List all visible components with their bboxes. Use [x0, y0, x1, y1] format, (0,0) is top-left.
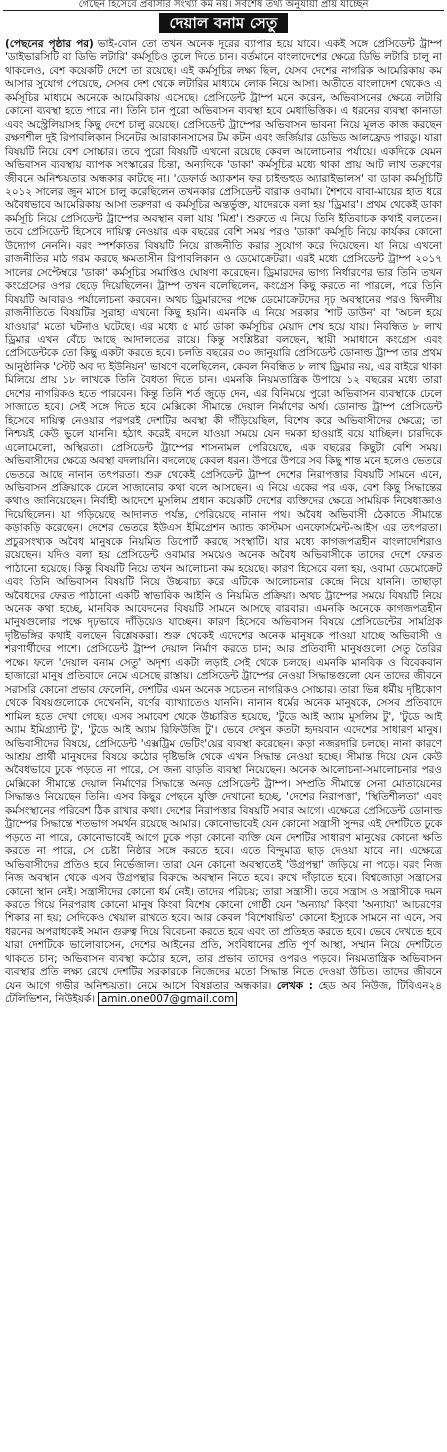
article-headline: দেয়াল বনাম সেতু: [159, 13, 287, 33]
article-column: [0, 36, 447, 1007]
author-info: হেড অব নিউজ, টিবিএন২৪ টেলিভিশন, নিউইয়র্ক।: [5, 979, 442, 1006]
author-email: amin.one007@gmail.com: [98, 992, 237, 1006]
author-label: লেখক :: [276, 979, 313, 992]
article-text: ভাই-বোন তো তখন অনেক দূরের ব্যাপার হয়ে যাবে। একই সঙ্গে প্রেসিডেন্ট ট্রাম্প 'ডাইভারসিটি বা ডিভি লটারি' কর্মসূচিও তুলে দিতে চান। বর্তমানে বাংলাদেশের ক্ষেত্রে ডিভি লটারি চালু না থাকলেও, বেশ কয়েকটি দেশে তা রয়েছে। এই কর্মসূচির লক্ষ্য ছিল, যেসব দেশের নাগরিক আমেরিকায় কম আসার সুযোগ পেয়েছে, সেসব দেশ থেকে লটারির মাধ্যমে লোক নিয়ে আসা। অতীতে বাংলাদেশ থেকেও এ কর্মসূচির মাধ্যমে অনেকে আমেরিকায় এসেছে। প্রেসিডেন্ট ট্রাম্প মনে করেন, অভিবাসনের ক্ষেত্রে লটারি কোনো ব্যবস্থা হতে পারে না। তিনি চান পুরো অভিবাসন ব্যবস্থা হবে মেধাভিত্তিক। এ ধরনের ব্যবস্থা কানাডা এবং অস্ট্রেলিয়াসহ কিছু দেশে চালু রয়েছে। প্রেসিডেন্ট ট্রাম্পের অভিবাসন ভাবনা নিয়ে মূলত কাজ করছেন রক্ষণশীল দুই রিপাবলিকান সিনেটর আরাকানসাসের টম কটন এবং জর্জিয়ার ডেভিড আলফ্রেড পারডু। যারা বিষয়টি নিয়ে বেশ সোচ্চার। তবে পুরো বিষয়টি এখনো রয়েছে কেবল আলোচনার পর্যায়ে। একদিকে যেমন অভিবাসন ব্যবস্থায় ব্যাপক সংস্কারের চিন্তা, অন্যদিকে 'ডাকা' কর্মসূচির মধ্যে থাকা প্রায় আট লাখ তরুণের জীবনে অনিশ্চয়তার অন্ধকার কাটছে না। 'ডেফার্ড অ্যাকশন ফর চাইল্ডহুড অ্যারাইভালস' বা ডাকা কর্মসূচিটি ২০১২ সালের জুন মাসে চালু করেছিলেন তখনকার প্রেসিডেন্ট বারাক ওবামা। শৈশবে বাবা-মায়ের হাত ধরে অবৈধভাবে আমেরিকায় আসা তরুণরা এ কর্মসূচির অন্তর্ভুক্ত, যাদেরকে বলা হয় 'ড্রিমার'। প্রথম থেকেই ডাকা কর্মসূচি নিয়ে প্রেসিডেন্ট ট্রাম্পের অবস্থান বলা যায় 'মিশ্র'। শুরুতে এ নিয়ে তিনি ইতিবাচক কথাই বলতেন। তবে প্রেসিডেন্ট হিসেবে দায়িত্ব নেওয়ার এক বছরের বেশি সময় পরও 'ডাকা' কর্মসূচি নিয়ে কার্যকর কোনো উদ্যোগ নেননি। বরং স্পর্শকাতর বিষয়টি নিয়ে রাজনীতি করার সুযোগ করে দিয়েছেন। যা নিয়ে এখনো রাজনীতির মাঠ গরম করছে ক্ষমতাসীন রিপাবলিকান ও ডেমোক্রেটরা। এরই মধ্যে প্রেসিডেন্ট ট্রাম্প ২০১৭ সালের সেপ্টেম্বরে 'ডাকা' কর্মসূচির সমাপ্তিও ঘোষণা করেছেন। ড্রিমারদের ভাগ্য নির্ধারণের ভার তিনি তখন কংগ্রেসের ওপর ছেড়ে দিয়েছিলেন। ট্রাম্প তখন বলেছিলেন, কংগ্রেস কিছু করতে না পারলে, পরে তিনি বিষয়টি আবারও পর্যালোচনা করবেন। অথচ ড্রিমারদের পক্ষে ডেমোক্রেটদের দৃঢ় অবস্থানের পরও দ্বিদলীয় রাজনীতিতে বিষয়টির সুরাহা এখনো কিছু হয়নি। এমনকি এ নিয়ে সরকার 'শাট ডাউন' বা 'অচল হয়ে যাওয়ার' মতো ঘটনাও ঘটেছে। এর মধ্যে ৫ মার্চ ডাকা কর্মসূচির মেয়াদ শেষ হয়ে যায়। নিবন্ধিত ৮ লাখ ড্রিমার এখন বেঁচে আছে আদালতের রায়ে। কিন্তু সংশ্লিষ্টরা বলছেন, স্থায়ী সমাধানে কংগ্রেস এবং প্রেসিডেন্টকে তো কিছু একটা করতে হবে। চলতি বছরের ৩০ জানুয়ারি প্রেসিডেন্ট ডোনাল্ড ট্রাম্প তার প্রথম আনুষ্ঠানিক 'স্টেট অব দ্য ইউনিয়ন' ভাষণে বলেছিলেন, কেবল নিবন্ধিত ৮ লাখ ড্রিমার নয়, এর বাইরে থাকা মিলিয়ে প্রায় ১৮ লাখকে তিনি বৈধতা দিতে চান। এমনকি নিয়মতান্ত্রিক উপায়ে ১২ বছরের মধ্যে তারা দেশের নাগরিকও হতে পারবেন। কিন্তু তিনি শর্ত জুড়ে দেন, এর বিনিময়ে পুরো অভিবাসন ব্যবস্থাকে ঢেলে সাজাতে হবে। সেই সঙ্গে দিতে হবে মেক্সিকো সীমান্তে দেয়াল নির্মাণের অর্থ। ডোনাল্ড ট্রাম্প প্রেসিডেন্ট হিসেবে দায়িত্ব নেওয়ার পরপরই দেশটির অবস্থা কী দাঁড়িয়েছিল, বিশেষ করে অভিবাসীদের ক্ষেত্রে; তা নিশ্চয়ই কেউ ভুলে যাননি। হঠাৎ করেই বদলে যাওয়া সময়ে যেন দমকা হাওয়াই বয়ে যাচ্ছিল। চারদিকে এলোমেলো, অস্থিরতা। প্রেসিডেন্ট ট্রাম্পের শাসনামল পেরিয়েছে, এক বছরের কিছুটা বেশি সময়। অভিবাসীদের ক্ষেত্রে অবস্থা বদলায়নি। বদলেছে কেবল ধরন। উপরে উপরে সব কিছু শান্ত মনে হলেও ভেতরে ভেতরে আছে নানান তৎপরতা। শুরু থেকেই প্রেসিডেন্ট ট্রাম্প দেশের নিরাপত্তার বিষয়টি সামনে এনে, অভিবাসন প্রক্রিয়াকে ঢেলে সাজানোর কথা বলে আসছেন। এ নিয়ে একের পর এক, বেশ কিছু সিদ্ধান্তের কথাও জানিয়েছেন। নির্বাহী আদেশে মুসলিম প্রধান কয়েকটি দেশের ব্যক্তিদের ক্ষেত্রে সাময়িক নিষেধাজ্ঞাও দিয়েছিলেন। যা গড়িয়েছে আদালত পর্যন্ত, পেরিয়েছে নানান পথ। অবৈধ অভিবাসী ঠেকাতে সীমান্তে কড়াকড়ি করেছেন। দেশের ভেতরে ইউএস ইমিগ্রেশন অ্যান্ড কাস্টমস এনফোর্সমেন্ট-আইস এর তৎপরতা। প্রচুরসংখ্যক অবৈধ মানুষকে নিয়মিত ডিপোর্ট করছে সংস্থাটি। যার মধ্যে কাগজপত্রহীন বাংলাদেশিরাও রয়েছেন। যদিও বলা হয় প্রেসিডেন্ট ওবামার সময়েও অনেক অবৈধ অভিবাসীকে তাদের দেশে ফেরত পাঠানো হয়েছে। কিন্তু বিষয়টি নিয়ে তখন আলোচনা কম হয়েছে। কারণ হিসেবে বলা হয়, ওবামা ডেমোক্রেট এবং তিনি অভিবাসন বিষয়টি নিয়ে উচ্চবাচ্য করে এটিকে আলোচনার কেন্দ্রে নিয়ে যাননি। তাছাড়া অবৈধদের ফেরত পাঠানো একটি স্বাভাবিক আইনি ও নিয়মিত প্রক্রিয়া। অথচ ট্রাম্পের সময়ে বিষয়টি নিয়ে অনেক কথা হচ্ছে, মানবিক আবেদনের বিষয়টি সামনে আসছে বারবার। এমনকি অনেকে কাগজপত্রহীন মানুষগুলোর পক্ষে দৃঢ়ভাবে দাঁড়িয়েও যাচ্ছেন। কারণ হিসেবে অভিবাসন বিষয়ে প্রেসিডেন্টের সামগ্রিক দৃষ্টিভঙ্গির কথাই বলছেন বিশ্লেষকরা। শুরু থেকেই এদেশের অনেক মানুষকে পাওয়া যাচ্ছে অভিবাসী ও শরণার্থীদের পাশে। প্রেসিডেন্ট ট্রাম্প দেয়াল নির্মাণ করতে চান; আর প্রতিবাদী মানুষগুলো সেতু তৈরির পক্ষে। ফলে 'দেয়াল বনাম সেতু' অদৃশ্য একটা লড়াই সেই থেকে চলছে। এমনকি মানবিক ও বিবেকবান হাজারো মানুষ প্রতিবাদে নেমে এসেছে রাস্তায়। প্রেসিডেন্ট ট্রাম্পের নেওয়া সিদ্ধান্তগুলো যেন তাদের জীবনে সরাসরি কোনো প্রভাব ফেলেনি, দেশটির এমন অনেক সচেতন নাগরিকও সোচ্চার। তারা ভিন্ন ধর্মীয় দৃষ্টিকোণ থেকে বিষয়গুলোকে দেখেননি, বর্ণের ব্যাখ্যাতেও যাননি। নানান ধর্মের অনেক মানুষকে, সেসব প্রতিবাদে শামিল হতে দেখা গেছে। এসব সমাবেশ থেকে উচ্চারিত হয়েছে, 'টুডে আই অ্যাম মুসলিম টু', 'টুডে আই অ্যাম ইমিগ্র্যান্ট টু', 'টুডে আই অ্যাম রিফিউজি টু'। ভেবে দেখুন কতটা হৃদয়বান এদেশের সাধারণ মানুষ। অভিবাসীদের বিষয়ে, প্রেসিডেন্ট 'এক্সট্রিম ভেটিং'য়ের ব্যবস্থা করেছেন। কড়া নজরদারি চলছে। নানা কারণে আশ্রয় প্রার্থী মানুষদের বিষয়ে কঠোর দৃষ্টিভঙ্গি থেকে এখন সিদ্ধান্ত নেওয়া হচ্ছে। সীমান্ত দিয়ে যেন কেউ অবৈধভাবে ঢুকে পড়তে না পারে, সে জন্য বাড়তি ব্যবস্থা নিয়েছেন। অনেক আলোচনা-সমালোচনার পরও মেক্সিকো সীমান্তে দেয়াল নির্মাণের সিদ্ধান্তে অনড় প্রেসিডেন্ট ট্রাম্প। সম্প্রতি সীমান্তে সেনা মোতায়েনের সিদ্ধান্তও নিয়েছেন তিনি। এসব কিছুর পেছনে যুক্তি দেখানো হচ্ছে, 'দেশের নিরাপত্তা', 'স্থিতিশীলতা' এবং কর্মসংস্থানের পরিবেশ ঠিক রাখার কথা। দেশের নিরাপত্তার বিষয়টি সবার আগে। এক্ষেত্রে প্রেসিডেন্ট ডোনাল্ড ট্রাম্পের সিদ্ধান্তে শতভাগ সমর্থন রয়েছে আমার। কোনোভাবেই যেন কোনো সন্ত্রাসী সুন্দর এই দেশটিতে ঢুকে পড়তে না পারে, কোনোভাবেই আগে ঢুকে পড়া কোনো ব্যক্তি যেন দেশটির সাধারণ মানুষের কোনো ক্ষতি করতে না পারে, সে চেষ্টা নিষ্ঠার সঙ্গে করতে হবে। এতে বিন্দুমাত্র ছাড় দেওয়া যাবে না। এক্ষেত্রে অভিবাসীদের প্রতিও হবে নির্ভেজাল। তারা যেন কোনো অবস্থাতেই 'উগ্রপন্থা' জড়িয়ে না পড়ে। বরং নিজ নিজ অবস্থান থেকে এসব উগ্রপন্থার বিরুদ্ধে অবস্থান নিতে হবে। রুখে দাঁড়াতে হবে। বিশ্বজোড়া সন্ত্রাসের কোনো স্থান নেই। সন্ত্রাসীদের কোনো ধর্ম নেই। তাদের পরিচয়; তারা সন্ত্রাসী। তবে সন্ত্রাস ও সন্ত্রাসীকে দমন করতে গিয়ে নিরপরাধ কোনো মানুষ কিংবা বিশেষ কোনো গোষ্ঠী যেন 'অন্যায়' কিংবা 'অন্যায্য' আচরণের শিকার না হয়; সেদিকেও খেয়াল রাখতে হবে। আর কেবল 'বিশেষায়িত' কোনো ইস্যুকে সামনে না এনে, সব ধরনের অপরাধকেই সমান গুরুত্ব দিয়ে বিবেচনা করতে হবে এবং তা প্রতিহত করতে হবে। ভেবে দেখতে হবে যারা দেশটিকে ভালোবাসেন, দেশের আইনের প্রতি, সংবিধানের প্রতি পূর্ণ আস্থা, সম্মান নিয়ে দেশটিতে থাকতে চান; অভিবাসন ব্যবস্থা কঠোর হলে, তার প্রভাব তাদের ওপরও পড়বে। নিয়মতান্ত্রিক অভিবাসন ব্যবস্থার প্রতি লক্ষ্য রেখে দেশটির সরকারকে নিজেদের মতো সিদ্ধান্ত নিতে দেওয়া উচিত। তাদের জীবনে যেন আগে গভীর অনিশ্চয়তা। নেমে আসে বিষণ্ণতার অন্ধকার।: [5, 38, 442, 992]
continued-from-label: (পেছনের পৃষ্ঠার পর): [5, 38, 94, 50]
article-body: [5, 38, 442, 1007]
previous-article-strip: গেছেন হিসেবে প্রবাসীর সংখ্যা কম নয়। সর্বশেষ তথ্য অনুযায়ী প্রায় যাচ্ছেন: [3, 0, 444, 11]
article-header: [0, 11, 447, 36]
